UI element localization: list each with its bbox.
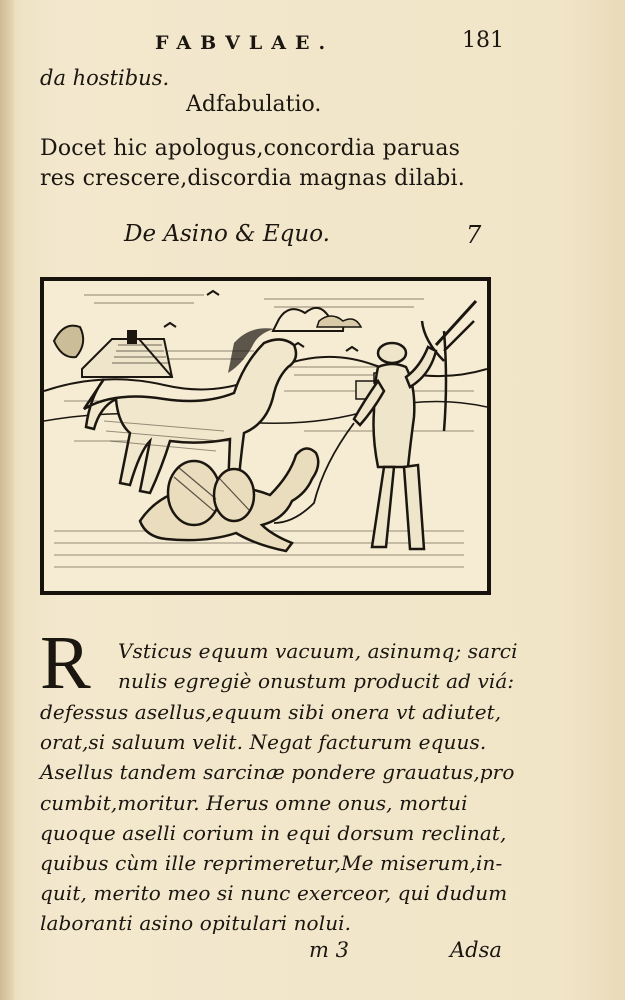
body-line: quit, merito meo si nunc exerceor, qui dudum	[40, 881, 508, 905]
body-line: cumbit,moritur. Herus omne onus, mortui	[40, 791, 468, 815]
moral-heading: Adfabulatio.	[186, 92, 322, 117]
page-number: 181	[462, 28, 504, 53]
body-line: Vsticus equum vacuum, asinumq; sarci	[118, 639, 518, 663]
woodcut-illustration	[40, 277, 491, 595]
body-line: defessus asellus,equum sibi onera vt adiutet,	[40, 700, 502, 724]
catchword: Adsa	[450, 938, 502, 962]
fable-number: 7	[466, 221, 482, 249]
body-line: quoque aselli corium in equi dorsum reclinat,	[40, 821, 507, 845]
body-line: nulis egregiè onustum producit ad viá:	[118, 669, 515, 693]
page-gutter	[0, 0, 14, 1000]
running-title: FABVLAE.	[155, 32, 335, 54]
body-line: orat,si saluum velit. Negat facturum equus.	[40, 730, 487, 754]
woodcut-image	[44, 281, 487, 591]
moral-line: Docet hic apologus,concordia paruas	[40, 136, 461, 161]
body-line: laboranti asino opitulari nolui.	[40, 911, 352, 935]
body-line: quibus cùm ille reprimeretur,Me miserum,in-	[40, 851, 503, 875]
body-line: Asellus tandem sarcinæ pondere grauatus,pro	[40, 760, 515, 784]
carryover-text: da hostibus.	[40, 66, 170, 90]
signature-mark: m 3	[309, 938, 349, 962]
fable-title: De Asino & Equo.	[124, 221, 330, 247]
drop-cap: R	[40, 621, 91, 705]
moral-line: res crescere,discordia magnas dilabi.	[40, 166, 465, 191]
